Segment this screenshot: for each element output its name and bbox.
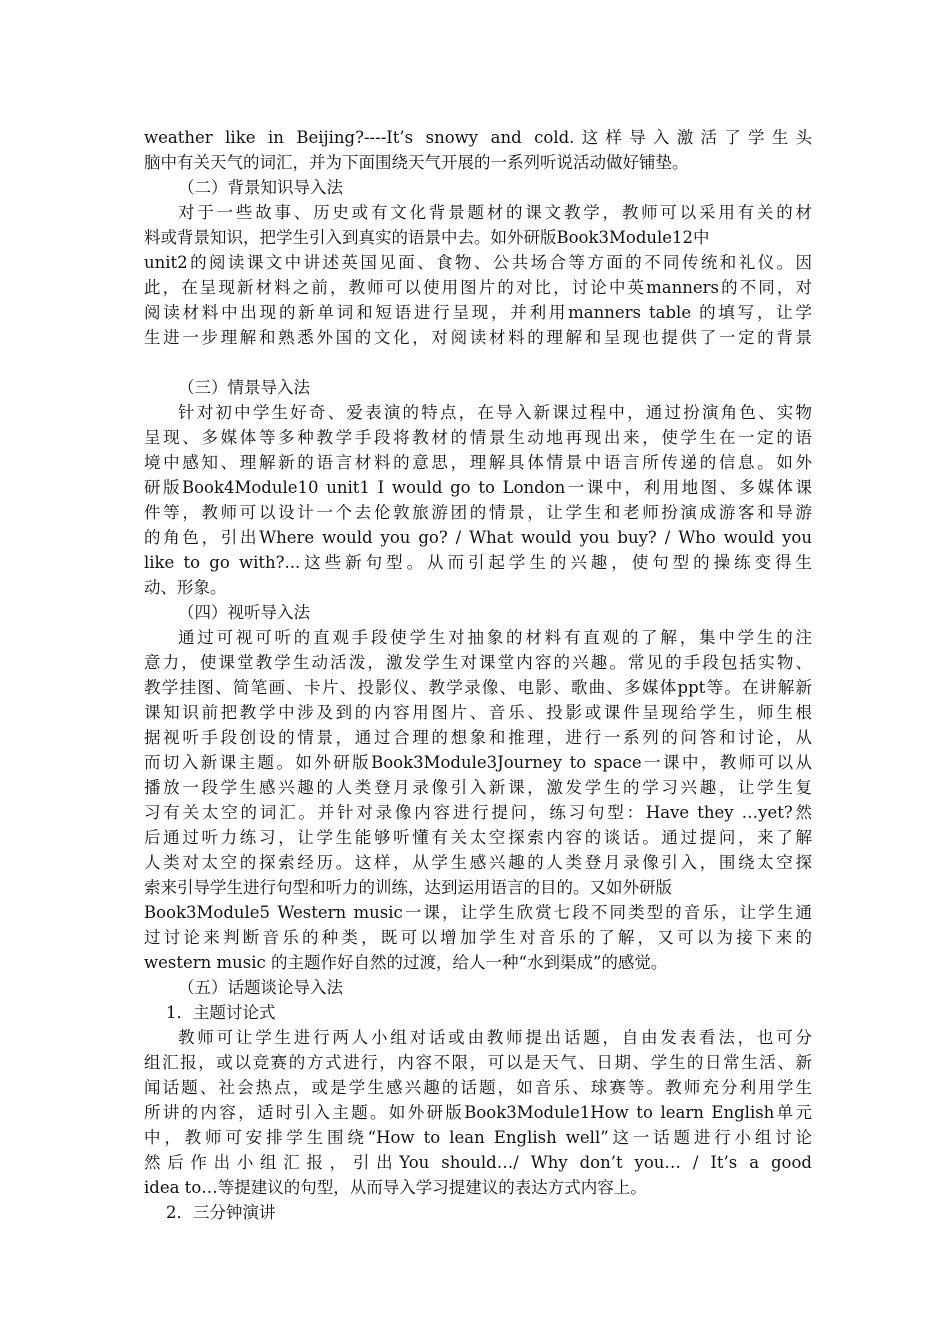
section-heading: 1．主题讨论式 xyxy=(166,1003,276,1022)
paragraph-line: 中，教师可安排学生围绕“How to lean English well”这一话题进行小组讨论 xyxy=(144,1128,812,1147)
section-heading: （二）背景知识导入法 xyxy=(178,178,343,197)
paragraph-line: 据视听手段创设的情景，通过合理的想象和推理，进行一系列的问答和讨论，从 xyxy=(144,728,812,747)
paragraph-line: 此，在呈现新材料之前，教师可以使用图片的对比，讨论中英manners的不同，对 xyxy=(144,278,812,297)
paragraph-line: weather like in Beijing?----It’s snowy and cold.这样导入激活了学生头 xyxy=(144,128,812,147)
paragraph-line: 教学挂图、简笔画、卡片、投影仪、教学录像、电影、歌曲、多媒体ppt等。在讲解新 xyxy=(144,678,812,697)
section-heading: （三）情景导入法 xyxy=(178,378,310,397)
paragraph-line: unit2的阅读课文中讲述英国见面、食物、公共场合等方面的不同传统和礼仪。因 xyxy=(144,253,812,272)
paragraph-line: 人类对太空的探索经历。这样，从学生感兴趣的人类登月录像引入，围绕太空探 xyxy=(144,853,812,872)
paragraph-line: western music 的主题作好自然的过渡，给人一种“水到渠成”的感觉。 xyxy=(144,953,668,972)
section-heading: （四）视听导入法 xyxy=(178,603,310,622)
paragraph-line: 然后作出小组汇报，引出You should…/ Why don’t you… / It’s a good xyxy=(144,1153,812,1172)
paragraph-line: 的角色，引出Where would you go? / What would you buy? / Who would you xyxy=(144,528,812,547)
paragraph-line: 件等，教师可以设计一个去伦敦旅游团的情景，让学生和老师扮演成游客和导游 xyxy=(144,503,812,522)
paragraph-line: 而切入新课主题。如外研版Book3Module3Journey to space一课中，教师可以从 xyxy=(144,753,812,772)
paragraph-line: Book3Module5 Western music一课，让学生欣赏七段不同类型的音乐，让学生通 xyxy=(144,903,812,922)
section-heading: （五）话题谈论导入法 xyxy=(178,978,343,997)
paragraph-line: 料或背景知识，把学生引入到真实的语景中去。如外研版Book3Module12中 xyxy=(144,228,710,247)
paragraph-line: 对于一些故事、历史或有文化背景题材的课文教学，教师可以采用有关的材 xyxy=(178,203,812,222)
paragraph-line: 所讲的内容，适时引入主题。如外研版Book3Module1How to learn English单元 xyxy=(144,1103,812,1122)
paragraph-line: 境中感知、理解新的语言材料的意思，理解具体情景中语言所传递的信息。如外 xyxy=(144,453,812,472)
paragraph-line: 组汇报，或以竞赛的方式进行，内容不限，可以是天气、日期、学生的日常生活、新 xyxy=(144,1053,812,1072)
blank-line xyxy=(144,350,812,375)
paragraph-line: 过讨论来判断音乐的种类，既可以增加学生对音乐的了解，又可以为接下来的 xyxy=(144,928,812,947)
paragraph-line: 意力，使课堂教学生动活泼，激发学生对课堂内容的兴趣。常见的手段包括实物、 xyxy=(144,653,812,672)
paragraph-line: 呈现、多媒体等多种教学手段将教材的情景生动地再现出来，使学生在一定的语 xyxy=(144,428,812,447)
paragraph-line: 动、形象。 xyxy=(144,578,227,597)
paragraph-line: like to go with?...这些新句型。从而引起学生的兴趣，使句型的操练变得生 xyxy=(144,553,812,572)
paragraph-line: 播放一段学生感兴趣的人类登月录像引入新课，激发学生的学习兴趣，让学生复 xyxy=(144,778,812,797)
paragraph-line: 针对初中学生好奇、爱表演的特点，在导入新课过程中，通过扮演角色、实物 xyxy=(178,403,812,422)
document-page xyxy=(144,125,812,1225)
paragraph-line: 脑中有关天气的词汇，并为下面围绕天气开展的一系列听说活动做好铺垫。 xyxy=(144,153,689,172)
paragraph-line: 通过可视可听的直观手段使学生对抽象的材料有直观的了解，集中学生的注 xyxy=(178,628,812,647)
section-heading: 2．三分钟演讲 xyxy=(166,1203,276,1222)
paragraph-line: 闻话题、社会热点，或是学生感兴趣的话题，如音乐、球赛等。教师充分利用学生 xyxy=(144,1078,812,1097)
paragraph-line: 索来引导学生进行句型和听力的训练，达到运用语言的目的。又如外研版 xyxy=(144,878,672,897)
paragraph-line: 阅读材料中出现的新单词和短语进行呈现，并利用manners table 的填写，让学 xyxy=(144,303,812,322)
paragraph-line: idea to…等提建议的句型，从而导入学习提建议的表达方式内容上。 xyxy=(144,1178,647,1197)
paragraph-line: 教师可让学生进行两人小组对话或由教师提出话题，自由发表看法，也可分 xyxy=(178,1028,812,1047)
paragraph-line: 课知识前把教学中涉及到的内容用图片、音乐、投影或课件呈现给学生，师生根 xyxy=(144,703,812,722)
paragraph-line: 后通过听力练习，让学生能够听懂有关太空探索内容的谈话。通过提问，来了解 xyxy=(144,828,812,847)
paragraph-line: 习有关太空的词汇。并针对录像内容进行提问，练习句型：Have they …yet?然 xyxy=(144,803,812,822)
paragraph-line: 研版Book4Module10 unit1 I would go to London一课中，利用地图、多媒体课 xyxy=(144,478,812,497)
paragraph-line: 生进一步理解和熟悉外国的文化，对阅读材料的理解和呈现也提供了一定的背景 xyxy=(144,328,812,347)
